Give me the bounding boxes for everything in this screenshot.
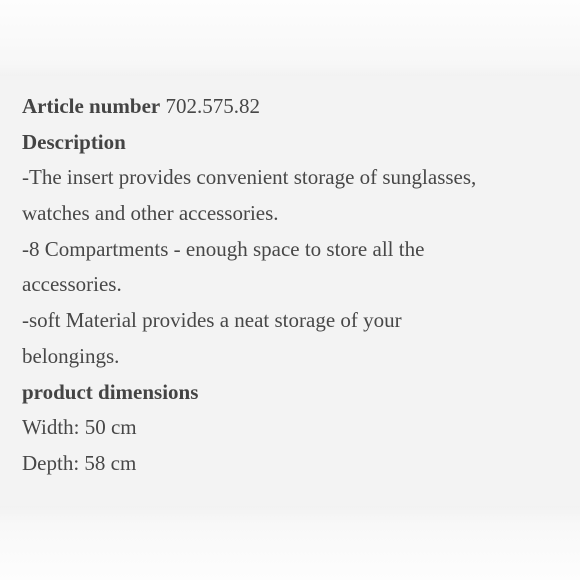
description-line: belongings. [22,343,120,368]
article-number-row [22,89,570,125]
article-number-label: Article number [22,94,161,118]
description-line: -The insert provides convenient storage of sunglasses, [22,165,477,190]
product-details [22,89,570,482]
depth-value: Depth: 58 cm [22,450,137,475]
width-value: Width: 50 cm [22,415,137,440]
dimensions-heading: product dimensions [22,379,199,404]
description-line: watches and other accessories. [22,201,279,226]
description-line: -soft Material provides a neat storage of your [22,308,402,333]
description-heading: Description [22,129,126,154]
article-number-value: 702.575.82 [165,94,260,118]
top-fade [0,0,580,76]
description-line: -8 Compartments - enough space to store all the [22,236,425,261]
bottom-fade [0,506,580,580]
description-line: accessories. [22,272,122,297]
